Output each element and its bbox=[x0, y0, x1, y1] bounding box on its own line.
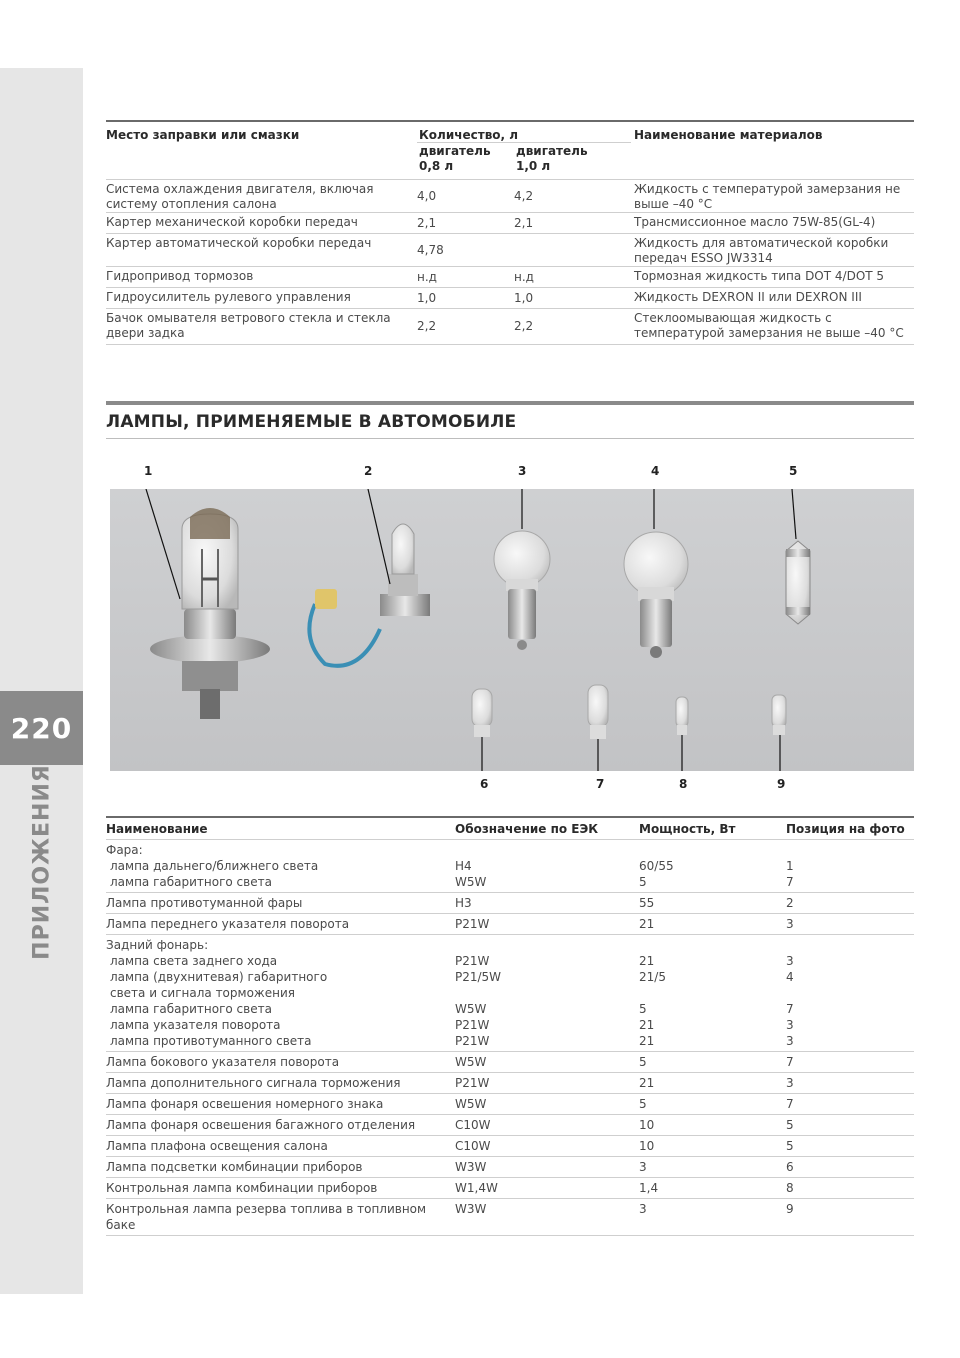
cell-qty-1: 2,2 bbox=[417, 319, 437, 333]
cell-code: P21/5W bbox=[455, 970, 502, 984]
cell-position: 7 bbox=[786, 875, 794, 889]
table-row bbox=[106, 1157, 914, 1178]
table-subrow bbox=[106, 969, 914, 1001]
cell-material: Трансмиссионное масло 75W-85(GL-4) bbox=[634, 215, 876, 229]
cell-code: P21W bbox=[455, 1034, 490, 1048]
table-row bbox=[106, 1073, 914, 1094]
cell-code: P21W bbox=[455, 954, 490, 968]
photo-number: 1 bbox=[144, 464, 153, 478]
section-label: ПРИЛОЖЕНИЯ bbox=[29, 764, 55, 960]
lamps-table bbox=[106, 816, 914, 1236]
cell-place: Гидропривод тормозов bbox=[106, 269, 254, 283]
cell-position: 7 bbox=[786, 1055, 794, 1069]
table-row bbox=[106, 1199, 914, 1236]
header-name: Наименование bbox=[106, 821, 208, 836]
cell-code: W3W bbox=[455, 1160, 487, 1174]
cell-qty-2: н.д bbox=[514, 269, 534, 284]
cell-material: Жидкость для автоматической коробки передач ESSO JW3314 bbox=[634, 236, 889, 265]
table-group bbox=[106, 840, 914, 893]
cell-name: Лампа фонаря освешения багажного отделения bbox=[106, 1118, 416, 1132]
cell-qty-2: 1,0 bbox=[514, 290, 534, 305]
photo-number: 7 bbox=[596, 777, 605, 791]
table-row bbox=[106, 234, 914, 267]
cell-code: P21W bbox=[455, 1076, 490, 1090]
cell-code: H4 bbox=[455, 859, 472, 873]
cell-name: Лампа переднего указателя поворота bbox=[106, 917, 350, 931]
cell-power: 21 bbox=[639, 917, 655, 931]
cell-position: 5 bbox=[786, 1139, 794, 1153]
cell-code: P21W bbox=[455, 917, 490, 931]
cell-power: 21 bbox=[639, 1076, 655, 1090]
photo-number: 3 bbox=[518, 464, 527, 478]
cell-position: 4 bbox=[786, 970, 794, 984]
cell-position: 1 bbox=[786, 859, 794, 873]
cell-place: Картер автоматической коробки передач bbox=[106, 236, 372, 250]
table-subrow bbox=[106, 874, 914, 890]
group-title: Задний фонарь: bbox=[106, 938, 209, 952]
table-subrow bbox=[106, 953, 914, 969]
cell-place: Картер механической коробки передач bbox=[106, 215, 358, 229]
header-material: Наименование материалов bbox=[634, 128, 823, 142]
table-group bbox=[106, 935, 914, 1052]
cell-position: 7 bbox=[786, 1097, 794, 1111]
cell-qty-1: 4,78 bbox=[417, 242, 444, 257]
cell-position: 6 bbox=[786, 1160, 794, 1174]
table-row bbox=[106, 1136, 914, 1157]
cell-name: лампа (двухнитевая) габаритного света и сигнала торможения bbox=[110, 970, 328, 1000]
table-row bbox=[106, 309, 914, 345]
cell-name: Лампа плафона освещения салона bbox=[106, 1139, 328, 1153]
cell-code: W5W bbox=[455, 875, 487, 889]
cell-qty-1: н.д bbox=[417, 269, 437, 284]
cell-power: 5 bbox=[639, 875, 647, 889]
cell-qty-2: 2,2 bbox=[514, 319, 534, 333]
cell-code: W3W bbox=[455, 1202, 487, 1216]
table-row bbox=[106, 914, 914, 935]
cell-position: 5 bbox=[786, 1118, 794, 1132]
header-place: Место заправки или смазки bbox=[106, 128, 300, 142]
cell-qty-2: 4,2 bbox=[514, 188, 534, 203]
photo-number: 4 bbox=[651, 464, 660, 478]
table-row bbox=[106, 267, 914, 288]
cell-position: 3 bbox=[786, 1018, 794, 1032]
cell-place: Гидроусилитель рулевого управления bbox=[106, 290, 351, 304]
cell-position: 3 bbox=[786, 1076, 794, 1090]
fluids-table-header bbox=[106, 122, 914, 180]
cell-qty-1: 2,1 bbox=[417, 215, 437, 230]
photo-number: 5 bbox=[789, 464, 798, 478]
table-row bbox=[106, 1094, 914, 1115]
photo-number: 6 bbox=[480, 777, 489, 791]
header-engine-2: двигатель 1,0 л bbox=[516, 144, 588, 173]
header-divider bbox=[417, 142, 631, 143]
cell-position: 3 bbox=[786, 1034, 794, 1048]
cell-material: Жидкость DEXRON II или DEXRON III bbox=[634, 290, 862, 304]
table-subrow bbox=[106, 1033, 914, 1049]
cell-power: 3 bbox=[639, 1160, 647, 1174]
fluids-table bbox=[106, 120, 914, 345]
cell-material: Жидкость с температурой замерзания не выше –40 °С bbox=[634, 182, 901, 211]
cell-code: W5W bbox=[455, 1097, 487, 1111]
cell-place: Бачок омывателя ветрового стекла и стекла двери задка bbox=[106, 311, 391, 340]
cell-position: 3 bbox=[786, 954, 794, 968]
side-strip bbox=[0, 68, 83, 1294]
cell-name: Контрольная лампа резерва топлива в топливном баке bbox=[106, 1202, 427, 1232]
page-number: 220 bbox=[0, 691, 83, 765]
cell-power: 21 bbox=[639, 1018, 655, 1032]
cell-name: лампа света заднего хода bbox=[110, 954, 278, 968]
cell-power: 1,4 bbox=[639, 1181, 659, 1195]
header-quantity: Количество, л bbox=[419, 128, 519, 142]
table-row bbox=[106, 213, 914, 234]
lamps-heading bbox=[106, 401, 914, 439]
table-subrow bbox=[106, 1017, 914, 1033]
table-row bbox=[106, 1052, 914, 1073]
group-title: Фара: bbox=[106, 843, 143, 857]
cell-power: 5 bbox=[639, 1002, 647, 1016]
cell-name: Контрольная лампа комбинации приборов bbox=[106, 1181, 378, 1195]
cell-name: Лампа фонаря освешения номерного знака bbox=[106, 1097, 384, 1111]
table-row bbox=[106, 893, 914, 914]
cell-name: лампа указателя поворота bbox=[110, 1018, 281, 1032]
cell-material: Стеклоомывающая жидкость с температурой замерзания не выше –40 °С bbox=[634, 311, 904, 340]
cell-power: 5 bbox=[639, 1055, 647, 1069]
header-position: Позиция на фото bbox=[786, 821, 905, 836]
cell-power: 21 bbox=[639, 954, 655, 968]
cell-name: лампа габаритного света bbox=[110, 1002, 272, 1016]
cell-power: 55 bbox=[639, 896, 655, 910]
cell-power: 10 bbox=[639, 1139, 655, 1153]
cell-power: 5 bbox=[639, 1097, 647, 1111]
cell-qty-2: 2,1 bbox=[514, 215, 534, 230]
cell-position: 3 bbox=[786, 917, 794, 931]
cell-name: Лампа дополнительного сигнала торможения bbox=[106, 1076, 401, 1090]
header-engine-1: двигатель 0,8 л bbox=[419, 144, 491, 173]
cell-place: Система охлаждения двигателя, включая систему отопления салона bbox=[106, 182, 374, 211]
cell-name: лампа дальнего/ближнего света bbox=[110, 859, 319, 873]
table-row bbox=[106, 288, 914, 309]
table-subrow bbox=[106, 858, 914, 874]
cell-code: W5W bbox=[455, 1002, 487, 1016]
cell-qty-1: 4,0 bbox=[417, 188, 437, 203]
cell-name: лампа противотуманного света bbox=[110, 1034, 312, 1048]
table-subrow bbox=[106, 1001, 914, 1017]
cell-code: H3 bbox=[455, 896, 472, 910]
lamps-table-header bbox=[106, 818, 914, 840]
photo-number: 8 bbox=[679, 777, 688, 791]
cell-name: Лампа противотуманной фары bbox=[106, 896, 303, 910]
lamps-photo bbox=[110, 489, 914, 771]
cell-code: P21W bbox=[455, 1018, 490, 1032]
cell-power: 3 bbox=[639, 1202, 647, 1216]
cell-power: 60/55 bbox=[639, 859, 674, 873]
cell-name: Лампа подсветки комбинации приборов bbox=[106, 1160, 363, 1174]
header-power: Мощность, Вт bbox=[639, 821, 736, 836]
photo-number: 9 bbox=[777, 777, 786, 791]
cell-power: 21/5 bbox=[639, 970, 666, 984]
cell-position: 8 bbox=[786, 1181, 794, 1195]
cell-position: 9 bbox=[786, 1202, 794, 1216]
cell-qty-1: 1,0 bbox=[417, 290, 437, 305]
table-row bbox=[106, 1178, 914, 1199]
header-code: Обозначение по ЕЭК bbox=[455, 821, 599, 836]
cell-name: Лампа бокового указателя поворота bbox=[106, 1055, 340, 1069]
cell-name: лампа габаритного света bbox=[110, 875, 272, 889]
cell-material: Тормозная жидкость типа DOT 4/DOT 5 bbox=[634, 269, 885, 283]
table-row bbox=[106, 1115, 914, 1136]
cell-position: 2 bbox=[786, 896, 794, 910]
photo-number: 2 bbox=[364, 464, 373, 478]
cell-code: C10W bbox=[455, 1139, 491, 1153]
cell-code: W5W bbox=[455, 1055, 487, 1069]
cell-code: C10W bbox=[455, 1118, 491, 1132]
table-row bbox=[106, 180, 914, 213]
lamps-heading-title: ЛАМПЫ, ПРИМЕНЯЕМЫЕ В АВТОМОБИЛЕ bbox=[106, 412, 517, 432]
cell-power: 21 bbox=[639, 1034, 655, 1048]
cell-code: W1,4W bbox=[455, 1181, 498, 1195]
cell-position: 7 bbox=[786, 1002, 794, 1016]
cell-power: 10 bbox=[639, 1118, 655, 1132]
